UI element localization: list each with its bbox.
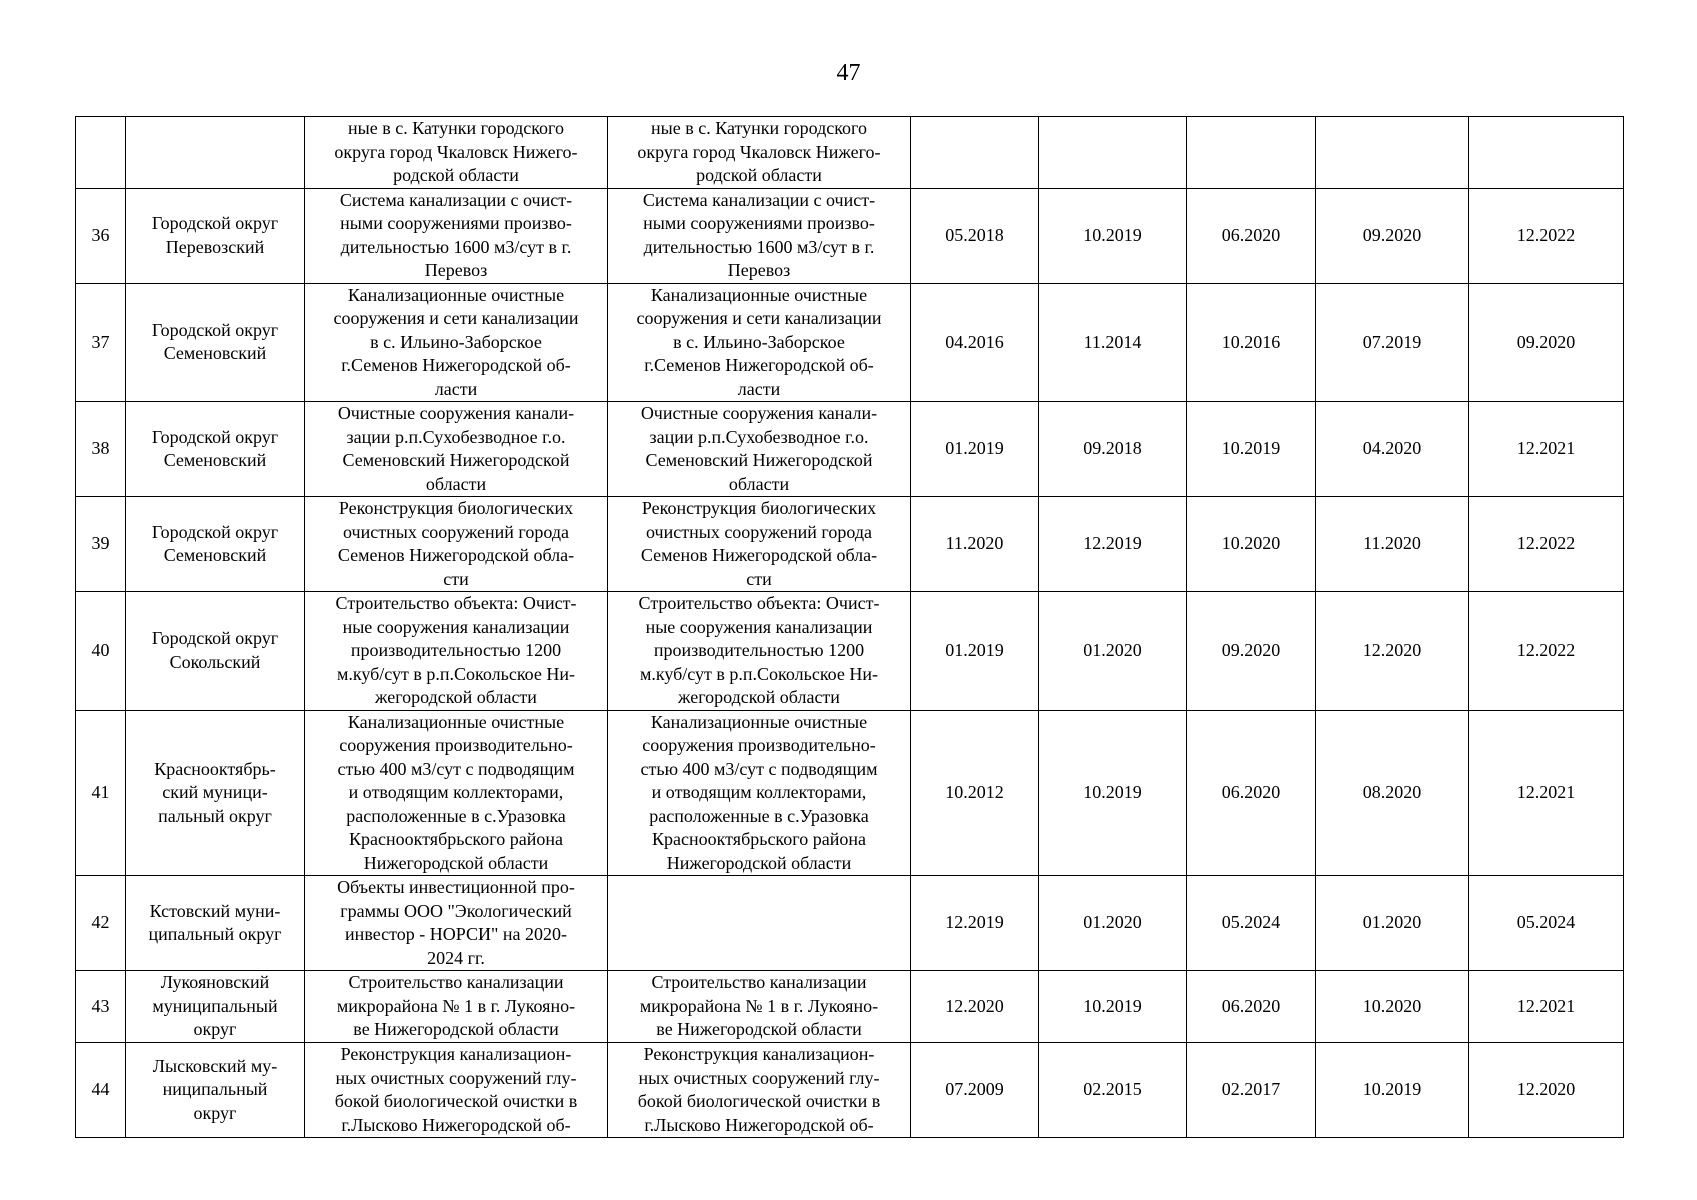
date-cell-4 [1316,876,1469,971]
date-cell-2 [1039,283,1187,402]
row-number-cell [76,971,126,1043]
date-cell-3 [1187,710,1316,876]
object-name-cell [305,876,608,971]
row-number-cell-text: 39 [91,533,110,554]
object-name-duplicate-cell [608,402,911,497]
table-row [76,283,1624,402]
object-name-duplicate-cell-text: Строительство объекта: Очист- ные сооружения канализации производительностью 1200 м.куб/сут в р.п.Сокольское Ни- жегородской области [638,593,880,707]
date-cell-4-text: 08.2020 [1362,782,1422,802]
date-cell-3 [1187,497,1316,592]
object-name-duplicate-cell-text: Строительство канализации микрорайона № 1 в г. Лукояно- ве Нижегородской области [639,972,879,1040]
date-cell-1 [911,283,1039,402]
date-cell-3 [1187,1043,1316,1138]
date-cell-4 [1316,971,1469,1043]
row-number-cell [76,117,126,189]
municipality-cell [126,402,305,497]
table-row [76,1043,1624,1138]
date-cell-2-text: 11.2014 [1083,331,1142,352]
date-cell-2-text: 10.2019 [1083,782,1142,802]
municipality-cell [126,971,305,1043]
row-number-cell [76,710,126,876]
row-number-cell-text: 40 [91,640,110,660]
municipality-cell-text: Лысковский му- ниципальный округ [152,1055,278,1123]
date-cell-5-text: 05.2024 [1516,912,1576,933]
date-cell-2 [1039,117,1187,189]
row-number-cell [76,402,126,497]
date-cell-4 [1316,117,1469,189]
date-cell-1-text: 12.2019 [945,912,1004,933]
object-name-cell-text: Строительство объекта: Очист- ные сооружения канализации производительностью 1200 м.куб/сут в р.п.Сокольское Ни- жегородской области [335,593,577,707]
object-name-cell-text: Канализационные очистные сооружения производительно- стью 400 м3/сут с подводящим и отводящим коллекторами, расположенные в с.Уразовка Краснооктябрьского района Нижегородской области [337,711,575,873]
object-name-cell [305,283,608,402]
municipality-cell-text: Краснооктябрь- ский муници- пальный округ [154,758,276,826]
table-row [76,117,1624,189]
date-cell-5 [1469,117,1624,189]
municipality-cell-text: Лукояновский муниципальный округ [152,972,278,1040]
municipality-cell [126,497,305,592]
date-cell-4 [1316,710,1469,876]
date-cell-2-text: 09.2018 [1083,438,1142,459]
object-name-duplicate-cell-text: Реконструкция биологических очистных сооружений города Семенов Нижегородской обла- сти [640,498,878,589]
date-cell-4 [1316,283,1469,402]
date-cell-3-text: 06.2020 [1221,995,1281,1016]
table-row [76,876,1624,971]
municipality-cell [126,117,305,189]
object-name-cell-text: Объекты инвестиционной про- граммы ООО "Экологический инвестор - НОРСИ" на 2020- 2024 гг. [337,877,575,968]
municipality-cell [126,283,305,402]
date-cell-3-text: 06.2020 [1221,782,1281,802]
object-name-cell [305,497,608,592]
table-row [76,497,1624,592]
date-cell-1-text: 12.2020 [945,995,1004,1016]
object-name-cell-text: Система канализации с очист- ными сооружениями произво- дительностью 1600 м3/сут в г. Перевоз [339,189,573,280]
table-row [76,188,1624,283]
date-cell-4 [1316,497,1469,592]
date-cell-4-text: 11.2020 [1363,533,1421,554]
date-cell-2 [1039,876,1187,971]
row-number-cell [76,497,126,592]
date-cell-5-text: 12.2022 [1516,533,1576,554]
object-name-duplicate-cell [608,117,911,189]
date-cell-5 [1469,402,1624,497]
table-row [76,592,1624,711]
date-cell-1-text: 04.2016 [945,331,1004,352]
row-number-cell-text: 37 [91,331,110,352]
date-cell-4 [1316,402,1469,497]
date-cell-5 [1469,188,1624,283]
row-number-cell-text: 42 [91,912,110,933]
date-cell-4-text: 04.2020 [1362,438,1422,459]
date-cell-5 [1469,1043,1624,1138]
object-name-duplicate-cell-text: Система канализации с очист- ными сооружениями произво- дительностью 1600 м3/сут в г. Перевоз [642,189,876,280]
date-cell-5-text: 12.2022 [1516,224,1576,245]
municipality-cell-text: Городской округ Семеновский [151,426,279,470]
date-cell-4-text: 07.2019 [1362,331,1422,352]
date-cell-3 [1187,283,1316,402]
municipality-cell [126,592,305,711]
municipality-cell-text: Городской округ Перевозский [151,213,279,257]
municipality-cell [126,1043,305,1138]
date-cell-3-text: 05.2024 [1221,912,1281,933]
object-name-duplicate-cell-text: Очистные сооружения канали- зации р.п.Сухобезводное г.о. Семеновский Нижегородской области [640,403,878,494]
date-cell-2-text: 10.2019 [1083,995,1142,1016]
object-name-duplicate-cell-text: Реконструкция канализацион- ных очистных сооружений глу- бокой биологической очистки в г.Лысково Нижегородской об- [637,1044,881,1135]
object-name-cell-text: Реконструкция канализацион- ных очистных сооружений глу- бокой биологической очистки в г.Лысково Нижегородской об- [334,1044,578,1135]
row-number-cell-text: 43 [91,995,110,1016]
date-cell-4-text: 12.2020 [1362,640,1422,660]
date-cell-1 [911,402,1039,497]
date-cell-3-text: 10.2020 [1221,533,1281,554]
municipality-cell-text: Городской округ Семеновский [151,521,279,565]
date-cell-3-text: 10.2019 [1221,438,1281,459]
object-name-duplicate-cell-text: ные в с. Катунки городского округа город Чкаловск Нижего- родской области [637,118,881,185]
date-cell-1-text: 11.2020 [945,533,1004,554]
date-cell-1 [911,971,1039,1043]
municipality-cell [126,876,305,971]
row-number-cell-text: 41 [91,782,110,802]
date-cell-1 [911,876,1039,971]
municipality-cell [126,710,305,876]
row-number-cell [76,283,126,402]
date-cell-3 [1187,592,1316,711]
date-cell-3 [1187,402,1316,497]
object-name-duplicate-cell [608,497,911,592]
date-cell-5-text: 12.2020 [1516,1079,1576,1100]
date-cell-1-text: 01.2019 [945,640,1004,660]
date-cell-5 [1469,592,1624,711]
schedule-table [75,116,1624,1138]
date-cell-4-text: 01.2020 [1362,912,1422,933]
row-number-cell [76,188,126,283]
object-name-cell [305,592,608,711]
municipality-cell [126,188,305,283]
date-cell-1 [911,1043,1039,1138]
object-name-cell [305,117,608,189]
row-number-cell [76,1043,126,1138]
date-cell-3-text: 06.2020 [1221,224,1281,245]
date-cell-5 [1469,283,1624,402]
row-number-cell [76,592,126,711]
table-row [76,971,1624,1043]
date-cell-1-text: 07.2009 [945,1079,1004,1100]
date-cell-5-text: 12.2021 [1516,438,1576,459]
object-name-cell-text: Реконструкция биологических очистных сооружений города Семенов Нижегородской обла- сти [337,498,575,589]
object-name-cell [305,188,608,283]
object-name-duplicate-cell [608,188,911,283]
municipality-cell-text: Кстовский муни- ципальный округ [148,900,282,944]
date-cell-3-text: 02.2017 [1221,1079,1281,1100]
date-cell-4 [1316,592,1469,711]
table-row [76,402,1624,497]
date-cell-1-text: 10.2012 [945,782,1004,802]
date-cell-1-text: 01.2019 [945,438,1004,459]
date-cell-1 [911,497,1039,592]
object-name-duplicate-cell [608,710,911,876]
row-number-cell [76,876,126,971]
object-name-cell-text: ные в с. Катунки городского округа город Чкаловск Нижего- родской области [334,118,578,185]
date-cell-4-text: 10.2020 [1362,995,1422,1016]
date-cell-1 [911,188,1039,283]
object-name-cell-text: Канализационные очистные сооружения и сети канализации в с. Ильино-Заборское г.Семенов Нижегородской об- ласти [333,284,579,399]
date-cell-1 [911,592,1039,711]
date-cell-5-text: 12.2021 [1516,995,1576,1016]
municipality-cell-text: Городской округ Сокольский [151,628,279,672]
table-body [76,117,1624,1138]
date-cell-2 [1039,710,1187,876]
object-name-duplicate-cell [608,971,911,1043]
object-name-cell [305,1043,608,1138]
object-name-duplicate-cell [608,283,911,402]
date-cell-2 [1039,497,1187,592]
date-cell-2-text: 12.2019 [1083,533,1142,554]
date-cell-1 [911,117,1039,189]
row-number-cell-text: 44 [91,1079,110,1100]
object-name-cell [305,971,608,1043]
date-cell-5 [1469,971,1624,1043]
date-cell-2-text: 01.2020 [1083,912,1142,933]
date-cell-5 [1469,710,1624,876]
object-name-cell [305,710,608,876]
object-name-cell-text: Строительство канализации микрорайона № 1 в г. Лукояно- ве Нижегородской области [336,972,576,1040]
table-row [76,710,1624,876]
date-cell-5 [1469,497,1624,592]
date-cell-1 [911,710,1039,876]
date-cell-5 [1469,876,1624,971]
object-name-cell [305,402,608,497]
object-name-duplicate-cell [608,876,911,971]
object-name-duplicate-cell-text: Канализационные очистные сооружения производительно- стью 400 м3/сут с подводящим и отводящим коллекторами, расположенные в с.Уразовка Краснооктябрьского района Нижегородской области [640,711,878,873]
object-name-cell-text: Очистные сооружения канали- зации р.п.Сухобезводное г.о. Семеновский Нижегородской области [337,403,575,494]
row-number-cell-text: 38 [91,438,110,459]
date-cell-2 [1039,188,1187,283]
date-cell-4 [1316,1043,1469,1138]
date-cell-4-text: 09.2020 [1362,224,1422,245]
object-name-duplicate-cell-text: Канализационные очистные сооружения и сети канализации в с. Ильино-Заборское г.Семенов Нижегородской об- ласти [636,284,882,399]
date-cell-2 [1039,1043,1187,1138]
date-cell-3 [1187,876,1316,971]
date-cell-2 [1039,402,1187,497]
date-cell-3-text: 09.2020 [1221,640,1281,660]
date-cell-3-text: 10.2016 [1221,331,1281,352]
date-cell-5-text: 12.2021 [1516,782,1576,802]
object-name-duplicate-cell [608,1043,911,1138]
row-number-cell-text: 36 [91,224,110,245]
municipality-cell-text: Городской округ Семеновский [151,319,279,364]
date-cell-2-text: 01.2020 [1083,640,1142,660]
date-cell-3 [1187,971,1316,1043]
date-cell-2-text: 02.2015 [1083,1079,1142,1100]
date-cell-3 [1187,117,1316,189]
date-cell-4 [1316,188,1469,283]
date-cell-2 [1039,592,1187,711]
date-cell-3 [1187,188,1316,283]
date-cell-2-text: 10.2019 [1083,224,1142,245]
page-number: 47 [836,60,861,86]
date-cell-2 [1039,971,1187,1043]
date-cell-1-text: 05.2018 [945,224,1004,245]
date-cell-4-text: 10.2019 [1362,1079,1422,1100]
object-name-duplicate-cell [608,592,911,711]
date-cell-5-text: 09.2020 [1516,331,1576,352]
date-cell-5-text: 12.2022 [1516,640,1576,660]
